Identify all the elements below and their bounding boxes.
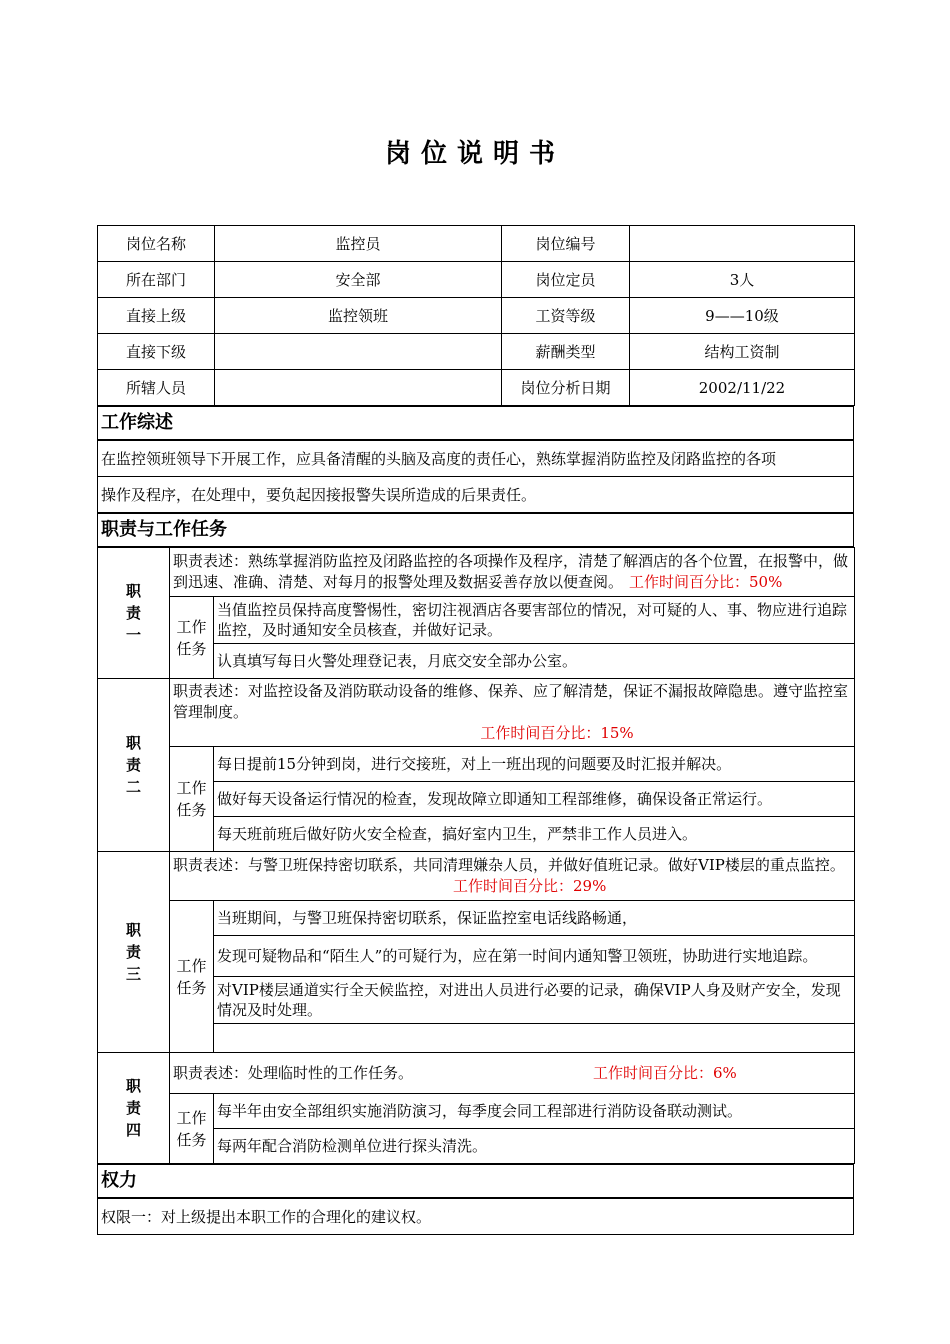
duty-description (170, 1053, 855, 1094)
info-label: 岗位定员 (502, 262, 630, 298)
duty-description-text: 职责表述：与警卫班保持密切联系，共同清理嫌杂人员，并做好值班记录。做好VIP楼层的重点监控。 (173, 856, 845, 874)
task-label-text: 工作任务 (176, 1108, 207, 1149)
task-item: 当班期间，与警卫班保持密切联系，保证监控室电话线路畅通， (214, 901, 855, 936)
info-label: 直接下级 (98, 334, 215, 370)
summary-line: 操作及程序，在处理中，要负起因接报警失误所造成的后果责任。 (98, 477, 854, 514)
section-heading-power: 权力 (98, 1164, 854, 1198)
duty-description-text: 职责表述：处理临时性的工作任务。 (173, 1063, 414, 1082)
duty-description (170, 679, 855, 747)
info-value: 2002/11/22 (630, 370, 855, 406)
task-label (170, 901, 214, 1053)
duty-label (98, 1053, 170, 1164)
duty-label-text: 职责三 (126, 921, 142, 983)
time-percentage: 工作时间百分比：50% (629, 573, 783, 591)
task-label-text: 工作任务 (176, 617, 207, 658)
task-item: 认真填写每日火警处理登记表，月底交安全部办公室。 (214, 644, 855, 679)
task-label (170, 597, 214, 679)
info-value: 安全部 (215, 262, 502, 298)
power-line: 权限一：对上级提出本职工作的合理化的建议权。 (98, 1198, 854, 1235)
duty-label (98, 852, 170, 1053)
summary-section (97, 405, 854, 548)
info-label: 岗位分析日期 (502, 370, 630, 406)
info-label: 所在部门 (98, 262, 215, 298)
time-percentage: 工作时间百分比：15% (480, 724, 634, 742)
task-item: 发现可疑物品和“陌生人”的可疑行为，应在第一时间内通知警卫领班，协助进行实地追踪。 (214, 936, 855, 977)
task-item: 做好每天设备运行情况的检查，发现故障立即通知工程部维修，确保设备正常运行。 (214, 782, 855, 817)
task-item: 每两年配合消防检测单位进行探头清洗。 (214, 1129, 855, 1164)
info-label: 薪酬类型 (502, 334, 630, 370)
duties-table (97, 547, 855, 1164)
info-value: 监控员 (215, 226, 502, 262)
duty-description-text: 职责表述：熟练掌握消防监控及闭路监控的各项操作及程序，清楚了解酒店的各个位置，在报警中，做到迅速、准确、清楚、对每月的报警处理及数据妥善存放以便查阅。 (173, 552, 849, 591)
info-label: 岗位编号 (502, 226, 630, 262)
basic-info-table (97, 225, 855, 406)
task-item: 每天班前班后做好防火安全检查，搞好室内卫生，严禁非工作人员进入。 (214, 817, 855, 852)
info-value: 监控领班 (215, 298, 502, 334)
info-label: 岗位名称 (98, 226, 215, 262)
info-value (215, 370, 502, 406)
duty-label-text: 职责一 (126, 582, 142, 644)
page-title: 岗位说明书 (384, 139, 565, 169)
info-value (630, 226, 855, 262)
section-heading-duties: 职责与工作任务 (98, 513, 854, 547)
task-item (214, 1024, 855, 1053)
job-description-form (97, 225, 854, 1235)
task-label-text: 工作任务 (176, 779, 207, 819)
info-row (98, 262, 855, 298)
duty-description (170, 548, 855, 597)
task-label (170, 747, 214, 852)
info-row (98, 298, 855, 334)
info-label: 所辖人员 (98, 370, 215, 406)
task-item: 对VIP楼层通道实行全天候监控，对进出人员进行必要的记录，确保VIP人身及财产安全，发现情况及时处理。 (214, 977, 855, 1024)
info-value (215, 334, 502, 370)
info-row (98, 370, 855, 406)
time-percentage: 工作时间百分比：29% (453, 877, 607, 895)
task-item: 每日提前15分钟到岗，进行交接班，对上一班出现的问题要及时汇报并解决。 (214, 747, 855, 782)
info-value: 3人 (630, 262, 855, 298)
duty-label-text: 职责四 (126, 1077, 142, 1139)
task-item: 当值监控员保持高度警惕性，密切注视酒店各要害部位的情况，对可疑的人、事、物应进行追踪监控，及时通知安全员核查，并做好记录。 (214, 597, 855, 644)
duty-description (170, 852, 855, 901)
duty-label-text: 职责二 (126, 734, 142, 796)
duty-description-text: 职责表述：对监控设备及消防联动设备的维修、保养、应了解清楚，保证不漏报故障隐患。遵守监控室管理制度。 (173, 682, 849, 721)
info-value: 9——10级 (630, 298, 855, 334)
section-heading-summary: 工作综述 (98, 406, 854, 440)
info-label: 直接上级 (98, 298, 215, 334)
task-label (170, 1094, 214, 1164)
duty-label (98, 548, 170, 679)
duty-label (98, 679, 170, 852)
task-item: 每半年由安全部组织实施消防演习，每季度会同工程部进行消防设备联动测试。 (214, 1094, 855, 1129)
info-row (98, 334, 855, 370)
summary-line: 在监控领班领导下开展工作，应具备清醒的头脑及高度的责任心，熟练掌握消防监控及闭路监控的各项 (98, 440, 854, 477)
power-section (97, 1163, 854, 1235)
info-value: 结构工资制 (630, 334, 855, 370)
task-label-text: 工作任务 (176, 956, 207, 997)
info-label: 工资等级 (502, 298, 630, 334)
info-row (98, 226, 855, 262)
time-percentage: 工作时间百分比：6% (593, 1063, 737, 1082)
